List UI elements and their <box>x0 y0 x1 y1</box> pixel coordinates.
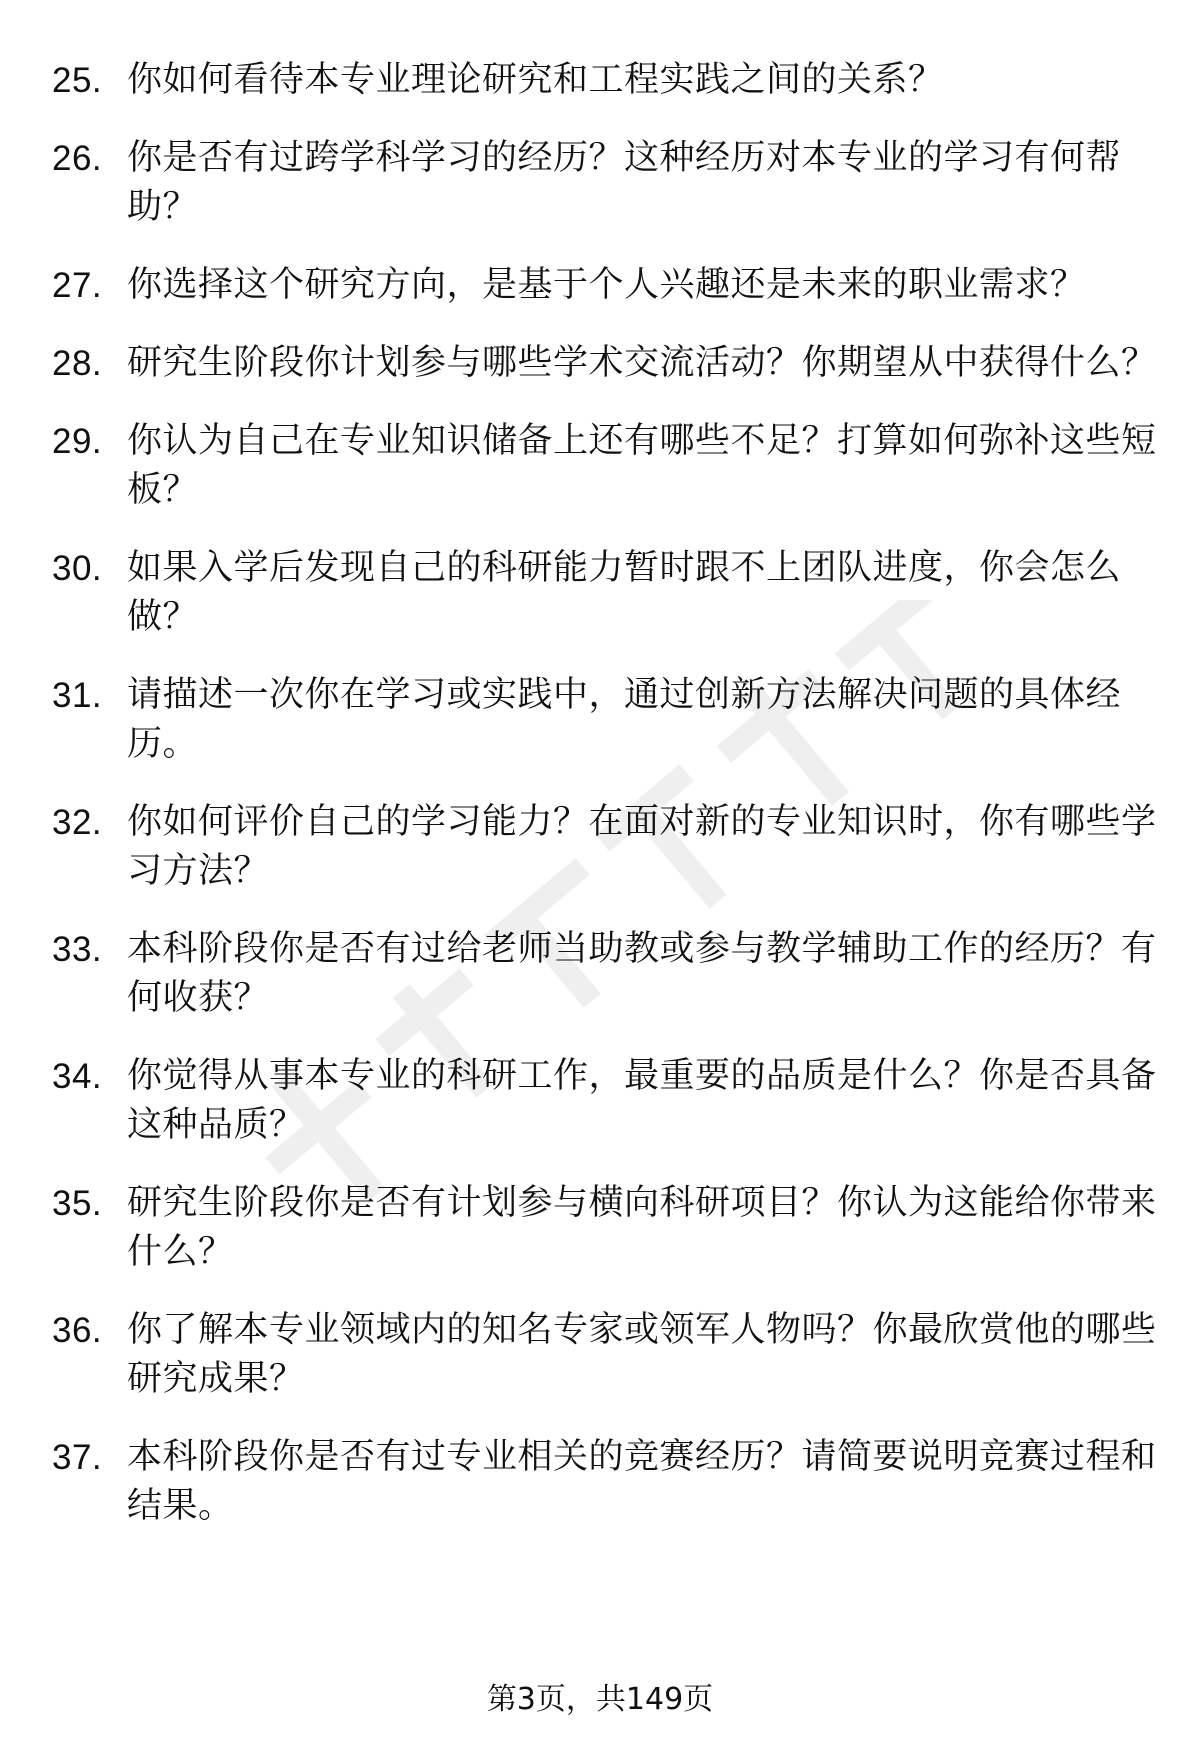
question-number: 33. <box>52 930 103 969</box>
question-number: 32. <box>52 803 103 842</box>
list-item <box>52 417 1162 515</box>
question-list <box>52 56 1162 1531</box>
question-number: 37. <box>52 1438 103 1477</box>
list-item <box>52 671 1162 769</box>
question-number: 25. <box>52 61 103 100</box>
list-item <box>52 1052 1162 1150</box>
question-number: 36. <box>52 1311 103 1350</box>
question-text: 研究生阶段你是否有计划参与横向科研项目？你认为这能给你带来什么？ <box>127 1183 1157 1272</box>
question-text: 本科阶段你是否有过专业相关的竞赛经历？请简要说明竞赛过程和结果。 <box>127 1437 1157 1526</box>
question-number: 34. <box>52 1057 103 1096</box>
list-item <box>52 261 1162 310</box>
list-item <box>52 1433 1162 1531</box>
question-text: 请描述一次你在学习或实践中，通过创新方法解决问题的具体经历。 <box>127 675 1122 764</box>
list-item <box>52 134 1162 232</box>
question-number: 30. <box>52 549 103 588</box>
question-number: 29. <box>52 422 103 461</box>
question-number: 35. <box>52 1184 103 1223</box>
list-item <box>52 56 1162 105</box>
list-item <box>52 1306 1162 1404</box>
list-item <box>52 925 1162 1023</box>
list-item <box>52 339 1162 388</box>
question-number: 27. <box>52 266 103 305</box>
question-text: 你如何看待本专业理论研究和工程实践之间的关系？ <box>127 60 944 100</box>
question-text: 研究生阶段你计划参与哪些学术交流活动？你期望从中获得什么？ <box>127 343 1157 383</box>
list-item <box>52 544 1162 642</box>
question-number: 28. <box>52 344 103 383</box>
question-text: 如果入学后发现自己的科研能力暂时跟不上团队进度，你会怎么做？ <box>127 548 1122 637</box>
list-item <box>52 798 1162 896</box>
question-text: 本科阶段你是否有过给老师当助教或参与教学辅助工作的经历？有何收获？ <box>127 929 1157 1018</box>
page-number-label: 第3页，共149页 <box>486 1682 714 1717</box>
question-number: 31. <box>52 676 103 715</box>
question-text: 你如何评价自己的学习能力？在面对新的专业知识时，你有哪些学习方法？ <box>127 802 1157 891</box>
question-text: 你认为自己在专业知识储备上还有哪些不足？打算如何弥补这些短板？ <box>127 421 1157 510</box>
question-text: 你是否有过跨学科学习的经历？这种经历对本专业的学习有何帮助？ <box>127 138 1122 227</box>
question-text: 你了解本专业领域内的知名专家或领军人物吗？你最欣赏他的哪些研究成果？ <box>127 1310 1157 1399</box>
question-text: 你觉得从事本专业的科研工作，最重要的品质是什么？你是否具备这种品质？ <box>127 1056 1157 1145</box>
question-number: 26. <box>52 139 103 178</box>
question-text: 你选择这个研究方向，是基于个人兴趣还是未来的职业需求？ <box>127 265 1086 305</box>
list-item <box>52 1179 1162 1277</box>
page-footer <box>0 1680 1200 1720</box>
